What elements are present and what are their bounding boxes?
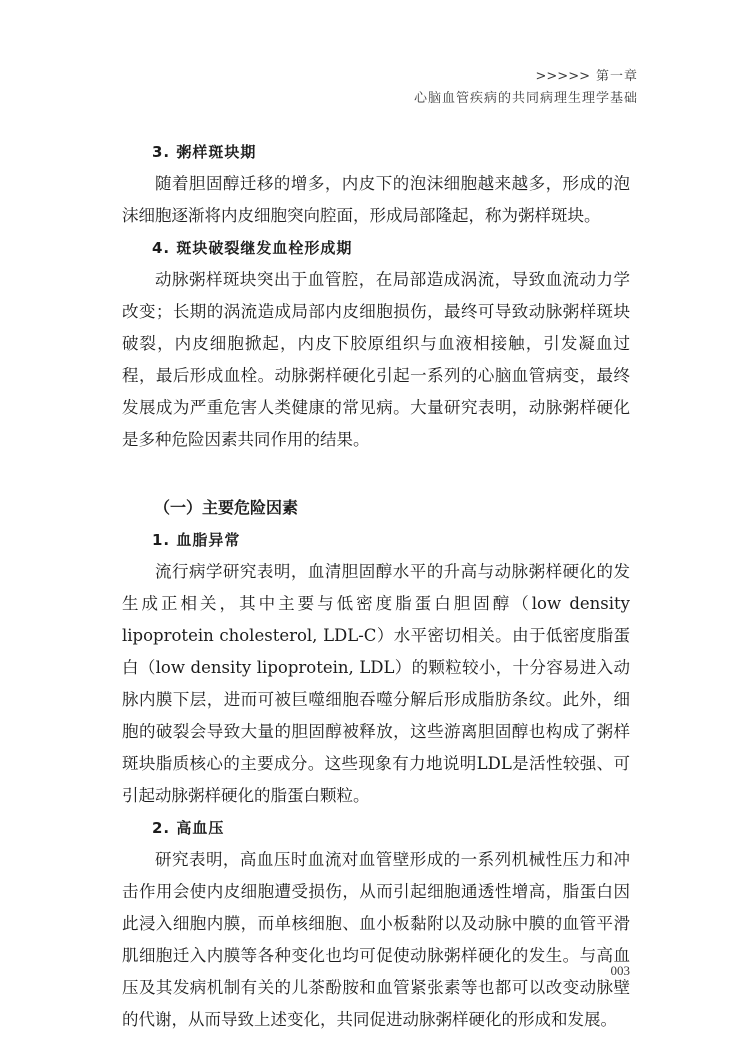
page-body <box>122 136 630 1036</box>
paragraph-plaque-stage: 随着胆固醇迁移的增多，内皮下的泡沫细胞越来越多，形成的泡沫细胞逐渐将内皮细胞突向腔面，形成局部隆起，称为粥样斑块。 <box>122 174 630 225</box>
heading-plaque-rupture-stage: 4. 斑块破裂继发血栓形成期 <box>152 239 353 257</box>
paragraph-plaque-rupture: 动脉粥样斑块突出于血管腔，在局部造成涡流，导致血流动力学改变；长期的涡流造成局部内皮细胞损伤，最终可导致动脉粥样斑块破裂，内皮细胞掀起，内皮下胶原组织与血液相接触，引发凝血过程，最后形成血栓。动脉粥样硬化引起一系列的心脑血管病变，最终发展成为严重危害人类健康的常见病。大量研究表明，动脉粥样硬化是多种危险因素共同作用的结果。 <box>122 270 630 449</box>
page-number: 003 <box>610 963 630 978</box>
chapter-label: 第一章 <box>595 69 638 84</box>
heading-hypertension: 2. 高血压 <box>152 819 225 837</box>
header-chapter-line <box>414 66 638 88</box>
paragraph-hypertension: 研究表明，高血压时血流对血管壁形成的一系列机械性压力和冲击作用会使内皮细胞遭受损伤，从而引起细胞通透性增高，脂蛋白因此浸入细胞内膜，而单核细胞、血小板黏附以及动脉中膜的血管平滑肌细胞迁入内膜等各种变化也均可促使动脉粥样硬化的发生。与高血压及其发病机制有关的儿茶酚胺和血管紧张素等也都可以改变动脉壁的代谢，从而导致上述变化，共同促进动脉粥样硬化的形成和发展。 <box>122 850 630 1029</box>
book-title: 心脑血管疾病的共同病理生理学基础 <box>413 91 638 106</box>
running-header <box>414 66 638 110</box>
header-arrows: >>>>> <box>535 69 590 84</box>
heading-dyslipidemia: 1. 血脂异常 <box>152 531 241 549</box>
heading-atheromatous-plaque-stage: 3. 粥样斑块期 <box>152 143 257 161</box>
paragraph-dyslipidemia: 流行病学研究表明，血清胆固醇水平的升高与动脉粥样硬化的发生成正相关，其中主要与低密度脂蛋白胆固醇（low density lipoprotein cholesterol, LDL-C）水平密切相关。由于低密度脂蛋白（low density lipoprotein, LDL）的颗粒较小，十分容易进入动脉内膜下层，进而可被巨噬细胞吞噬分解后形成脂肪条纹。此外，细胞的破裂会导致大量的胆固醇被释放，这些游离胆固醇也构成了粥样斑块脂质核心的主要成分。这些现象有力地说明LDL是活性较强、可引起动脉粥样硬化的脂蛋白颗粒。 <box>122 562 630 805</box>
heading-main-risk-factors: （一）主要危险因素 <box>154 498 299 517</box>
